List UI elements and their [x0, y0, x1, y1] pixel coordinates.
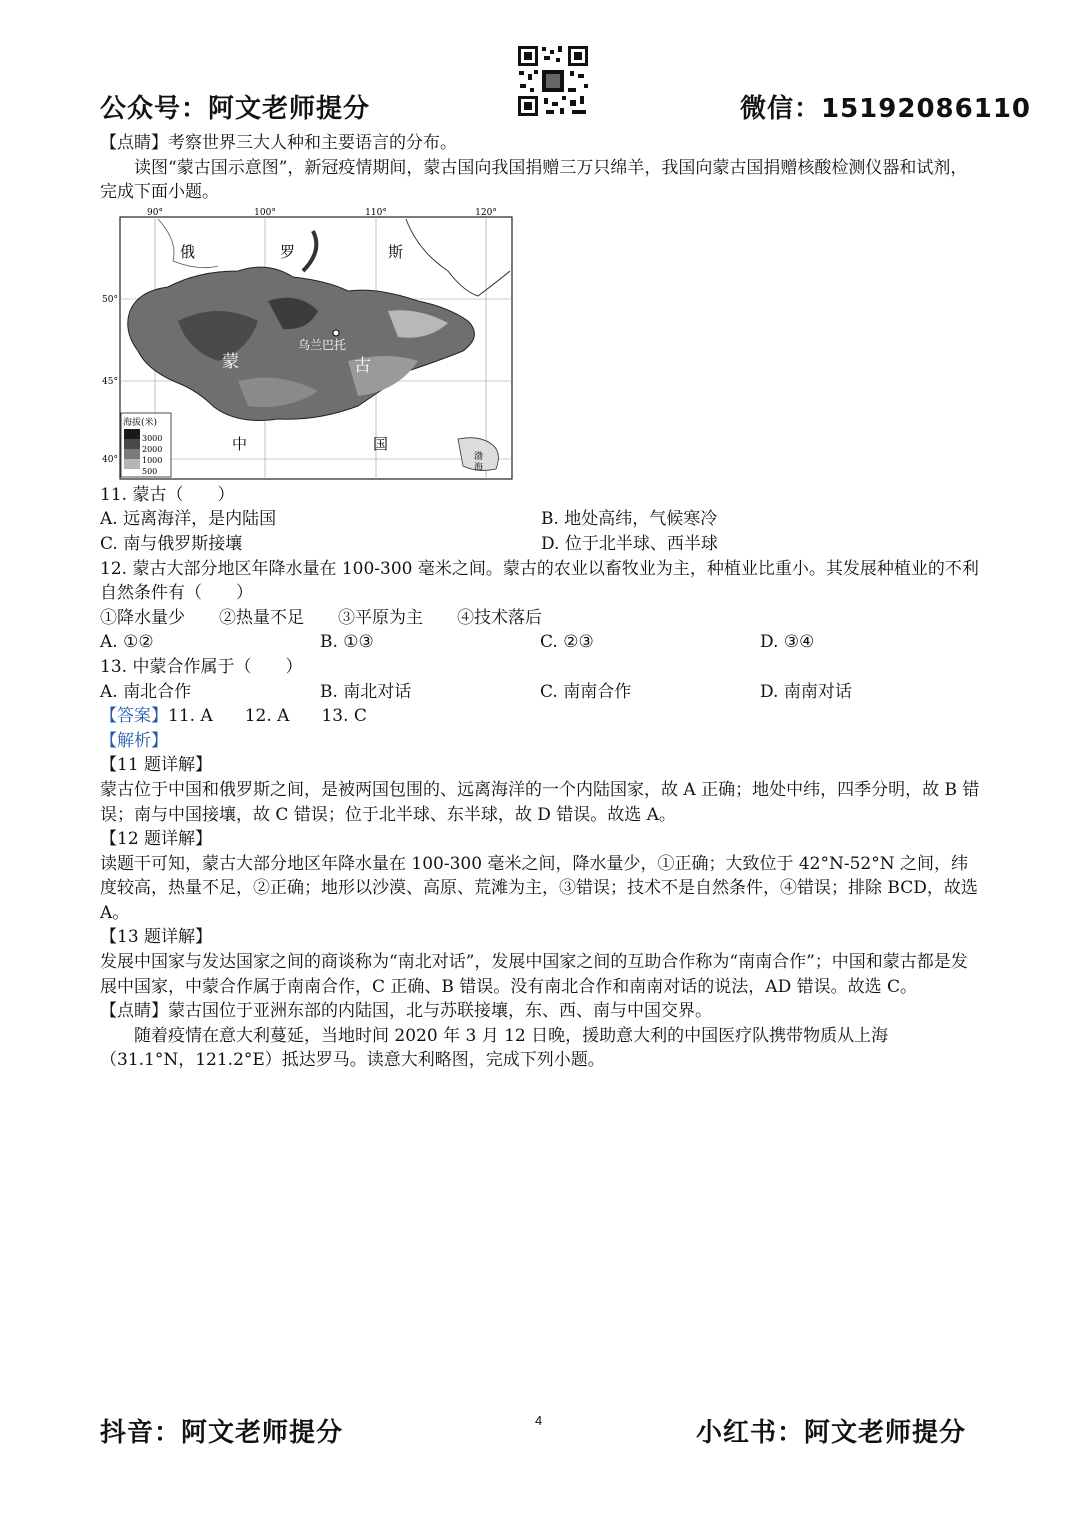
answer-tag: 【答案】	[100, 706, 168, 727]
answer-item: 13. C	[321, 706, 367, 727]
q13-option-b: B. 南北对话	[320, 681, 412, 702]
map-china-label: 中	[232, 434, 248, 453]
q12-option-d: D. ③④	[760, 632, 815, 653]
dianjing-note-2: 【点睛】蒙古国位于亚洲东部的内陆国，北与苏联接壤，东、西、南与中国交界。	[100, 1001, 712, 1022]
answer-line	[100, 704, 982, 729]
map-lon-label: 100°	[254, 207, 276, 218]
q12-option-c: C. ②③	[540, 632, 594, 653]
map-china-label: 国	[373, 434, 389, 453]
map-russia-label: 罗	[280, 242, 296, 261]
answer-item: 11. A	[168, 706, 213, 727]
map-lon-label: 120°	[475, 207, 497, 218]
map-russia-label: 俄	[180, 242, 196, 261]
footer-right-text: 小红书：阿文老师提分	[696, 1418, 967, 1448]
map-lon-label: 90°	[147, 207, 163, 218]
map-lat-label: 40°	[102, 454, 118, 465]
q13-option-d: D. 南南对话	[760, 681, 852, 702]
q13-option-a: A. 南北合作	[100, 681, 192, 702]
mongolia-map	[102, 207, 514, 481]
map-capital-label: 乌兰巴托	[298, 337, 347, 352]
map-legend-value: 3000	[142, 433, 163, 443]
q12-option-b: B. ①③	[320, 632, 374, 653]
q11-option-d: D. 位于北半球、西半球	[541, 533, 718, 554]
document-body	[100, 131, 982, 1073]
q11-stem: 11. 蒙古（ ）	[100, 484, 235, 505]
q12-option-a: A. ①②	[100, 632, 154, 653]
q11-option-b: B. 地处高纬，气候寒冷	[541, 509, 718, 530]
q12-items: ①降水量少 ②热量不足 ③平原为主 ④技术落后	[100, 607, 542, 628]
map-mongolia-label: 蒙	[222, 351, 239, 372]
capital-marker-icon	[333, 330, 339, 336]
qr-code-image	[516, 44, 590, 118]
answer-item: 12. A	[244, 706, 290, 727]
q13-option-c: C. 南南合作	[540, 681, 632, 702]
q11-option-a: A. 远离海洋，是内陆国	[100, 509, 277, 530]
map-lat-label: 45°	[102, 376, 118, 387]
map-legend-title: 海拔(米)	[123, 417, 158, 428]
detail-11-title: 【11 题详解】	[100, 755, 213, 776]
map-lat-label: 50°	[102, 294, 118, 305]
question-intro: 读图“蒙古国示意图”，新冠疫情期间，蒙古国向我国捐赠三万只绵羊，我国向蒙古国捐赠核酸检测仪器和试剂，完成下面小题。	[100, 157, 968, 203]
analysis-tag: 【解析】	[100, 730, 168, 751]
detail-11-text: 蒙古位于中国和俄罗斯之间，是被两国包围的、远离海洋的一个内陆国家，故 A 正确；地处中纬，四季分明，故 B 错误；南与中国接壤，故 C 错误；位于北半球、东半球，故 D 错误。故选 A。	[100, 779, 980, 825]
map-sea-label: 海	[474, 462, 484, 473]
map-russia-label: 斯	[388, 242, 404, 261]
map-legend-value: 2000	[142, 444, 163, 454]
dianjing-note: 【点睛】考察世界三大人种和主要语言的分布。	[100, 133, 457, 153]
map-legend-value: 1000	[142, 455, 163, 465]
header-left-text: 公众号：阿文老师提分	[100, 94, 371, 124]
detail-13-title: 【13 题详解】	[100, 927, 213, 948]
map-sea-label: 渤	[474, 451, 484, 462]
page-number: 4	[535, 1413, 543, 1428]
detail-12-text: 读题干可知，蒙古大部分地区年降水量在 100-300 毫米之间，降水量少，①正确；大致位于 42°N-52°N 之间，纬度较高，热量不足，②正确；地形以沙漠、高原、荒滩为主，③错误；技术不是自然条件，④错误；排除 BCD，故选 A。	[100, 853, 978, 923]
map-mongolia-label: 古	[354, 355, 371, 376]
map-legend-value: 500	[142, 466, 158, 476]
q12-stem: 12. 蒙古大部分地区年降水量在 100-300 毫米之间。蒙古的农业以畜牧业为主，种植业比重小。其发展种植业的不利自然条件有（ ）	[100, 558, 979, 604]
map-lon-label: 110°	[365, 207, 387, 218]
detail-12-title: 【12 题详解】	[100, 829, 213, 850]
q13-stem: 13. 中蒙合作属于（ ）	[100, 656, 303, 677]
question-intro-2: 随着疫情在意大利蔓延，当地时间 2020 年 3 月 12 日晚，援助意大利的中国医疗队携带物质从上海（31.1°N，121.2°E）抵达罗马。读意大利略图，完成下列小题。	[100, 1025, 889, 1071]
footer-left-text: 抖音：阿文老师提分	[100, 1418, 344, 1448]
q11-option-c: C. 南与俄罗斯接壤	[100, 533, 243, 554]
detail-13-text: 发展中国家与发达国家之间的商谈称为“南北对话”，发展中国家之间的互助合作称为“南南合作”；中国和蒙古都是发展中国家，中蒙合作属于南南合作，C 正确、B 错误。没有南北合作和南南对话的说法，AD 错误。故选 C。	[100, 952, 968, 997]
header-right-text: 微信：15192086110	[740, 94, 1031, 124]
